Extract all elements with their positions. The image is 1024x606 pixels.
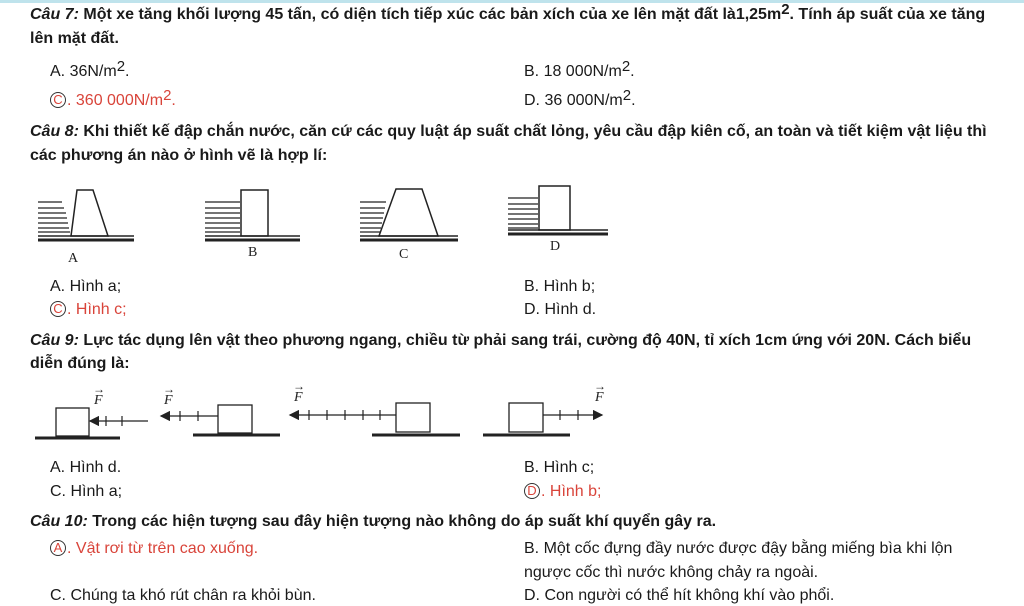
q10-label: Câu 10: bbox=[30, 513, 88, 530]
q7-option-d-text: D. 36 000N/m bbox=[524, 92, 623, 109]
q8-option-b[interactable]: B. Hình b; bbox=[524, 278, 596, 295]
q7-option-b[interactable] bbox=[524, 58, 635, 82]
force-label-b: F bbox=[164, 393, 173, 408]
q7-superscript: 2 bbox=[781, 1, 790, 18]
svg-text:→: → bbox=[163, 382, 175, 396]
dam-figure-c bbox=[360, 189, 458, 262]
dam-figure-a bbox=[38, 190, 134, 266]
q7-option-c-sup: 2 bbox=[163, 87, 172, 104]
q8-answer-circle: C bbox=[50, 301, 66, 317]
q8-option-d[interactable]: D. Hình d. bbox=[524, 301, 597, 318]
q9-label: Câu 9: bbox=[30, 332, 79, 349]
q8-option-c-text: . Hình c; bbox=[67, 301, 127, 318]
q7-option-b-end: . bbox=[630, 63, 635, 80]
q7-option-a-sup: 2 bbox=[116, 58, 126, 75]
q7-option-c-end: . bbox=[171, 92, 176, 109]
dam-label-c: C bbox=[399, 247, 409, 262]
q7-option-c-correct[interactable] bbox=[50, 87, 176, 111]
dam-label-a: A bbox=[68, 251, 79, 266]
q9-option-d-text: . Hình b; bbox=[541, 483, 602, 500]
q9-question-line1 bbox=[30, 329, 971, 352]
force-label-d: F bbox=[595, 390, 604, 405]
dam-label-b: B bbox=[248, 245, 258, 260]
q7-option-c-text: . 360 000N/m bbox=[67, 92, 164, 109]
force-figure-a bbox=[35, 382, 148, 438]
q7-option-d-end: . bbox=[631, 92, 636, 109]
q10-question bbox=[30, 510, 716, 533]
q7-option-d[interactable] bbox=[524, 87, 636, 111]
q10-option-a-text: . Vật rơi từ trên cao xuống. bbox=[67, 540, 259, 557]
q8-text-line1: Khi thiết kế đập chắn nước, căn cứ các quy luật áp suất chất lỏng, yêu cầu đập kiên cố, an toàn và tiết kiệm vật liệu thì bbox=[83, 123, 987, 140]
q7-option-a-text: A. 36N/m bbox=[50, 63, 117, 80]
q7-answer-circle: C bbox=[50, 92, 66, 108]
q8-option-c-correct[interactable] bbox=[50, 300, 127, 320]
svg-text:→: → bbox=[293, 379, 305, 393]
q10-option-c[interactable]: C. Chúng ta khó rút chân ra khỏi bùn. bbox=[50, 587, 316, 604]
q8-option-a[interactable]: A. Hình a; bbox=[50, 278, 122, 295]
q7-text-line1-end: . Tính áp suất của xe tăng bbox=[789, 6, 986, 23]
q10-text: Trong các hiện tượng sau đây hiện tượng nào không do áp suất khí quyển gây ra. bbox=[92, 513, 717, 530]
svg-text:→: → bbox=[594, 379, 606, 393]
q9-option-d-correct[interactable] bbox=[524, 482, 601, 502]
q7-option-a[interactable] bbox=[50, 58, 130, 82]
q9-answer-circle: D bbox=[524, 483, 540, 499]
force-label-c: F bbox=[294, 390, 303, 405]
q10-option-a-correct[interactable] bbox=[50, 539, 258, 559]
force-figures bbox=[30, 378, 620, 450]
q7-text-line1: Một xe tăng khối lượng 45 tấn, có diện tích tiếp xúc các bản xích của xe lên mặt đất là1,25m bbox=[83, 6, 782, 23]
q7-option-b-text: B. 18 000N/m bbox=[524, 63, 622, 80]
force-label-a: F bbox=[94, 393, 103, 408]
q9-option-a[interactable]: A. Hình d. bbox=[50, 459, 122, 476]
q9-question-line2: diễn đúng là: bbox=[30, 355, 130, 372]
q10-answer-circle: A bbox=[50, 540, 66, 556]
dam-figures bbox=[30, 180, 620, 270]
q8-question-line2: các phương án nào ở hình vẽ là hợp lí: bbox=[30, 147, 328, 164]
q7-label: Câu 7: bbox=[30, 6, 79, 23]
q9-text-line1: Lực tác dụng lên vật theo phương ngang, chiều từ phải sang trái, cường độ 40N, tỉ xích 1cm ứng với 20N. Cách biểu bbox=[83, 332, 972, 349]
q7-option-d-sup: 2 bbox=[622, 87, 632, 104]
q7-question-line2: lên mặt đất. bbox=[30, 30, 119, 47]
q10-option-d[interactable]: D. Con người có thể hít không khí vào phổi. bbox=[524, 587, 835, 604]
q7-option-a-end: . bbox=[125, 63, 130, 80]
q8-question-line1 bbox=[30, 120, 987, 143]
q8-label: Câu 8: bbox=[30, 123, 79, 140]
force-figure-c bbox=[290, 379, 460, 435]
q9-option-b[interactable]: B. Hình c; bbox=[524, 459, 595, 476]
q7-option-b-sup: 2 bbox=[621, 58, 631, 75]
svg-text:→: → bbox=[93, 382, 105, 396]
force-figure-d bbox=[483, 379, 606, 435]
dam-figure-d bbox=[508, 186, 608, 254]
q10-option-b-line1[interactable]: B. Một cốc đựng đầy nước được đậy bằng miếng bìa khi lộn bbox=[524, 540, 953, 557]
q10-option-b-line2[interactable]: ngược cốc thì nước không chảy ra ngoài. bbox=[524, 564, 819, 581]
q9-option-c[interactable]: C. Hình a; bbox=[50, 483, 123, 500]
dam-figure-b bbox=[205, 190, 300, 260]
force-figure-b bbox=[161, 382, 280, 435]
q7-question-line1 bbox=[30, 3, 985, 26]
dam-label-d: D bbox=[550, 239, 561, 254]
